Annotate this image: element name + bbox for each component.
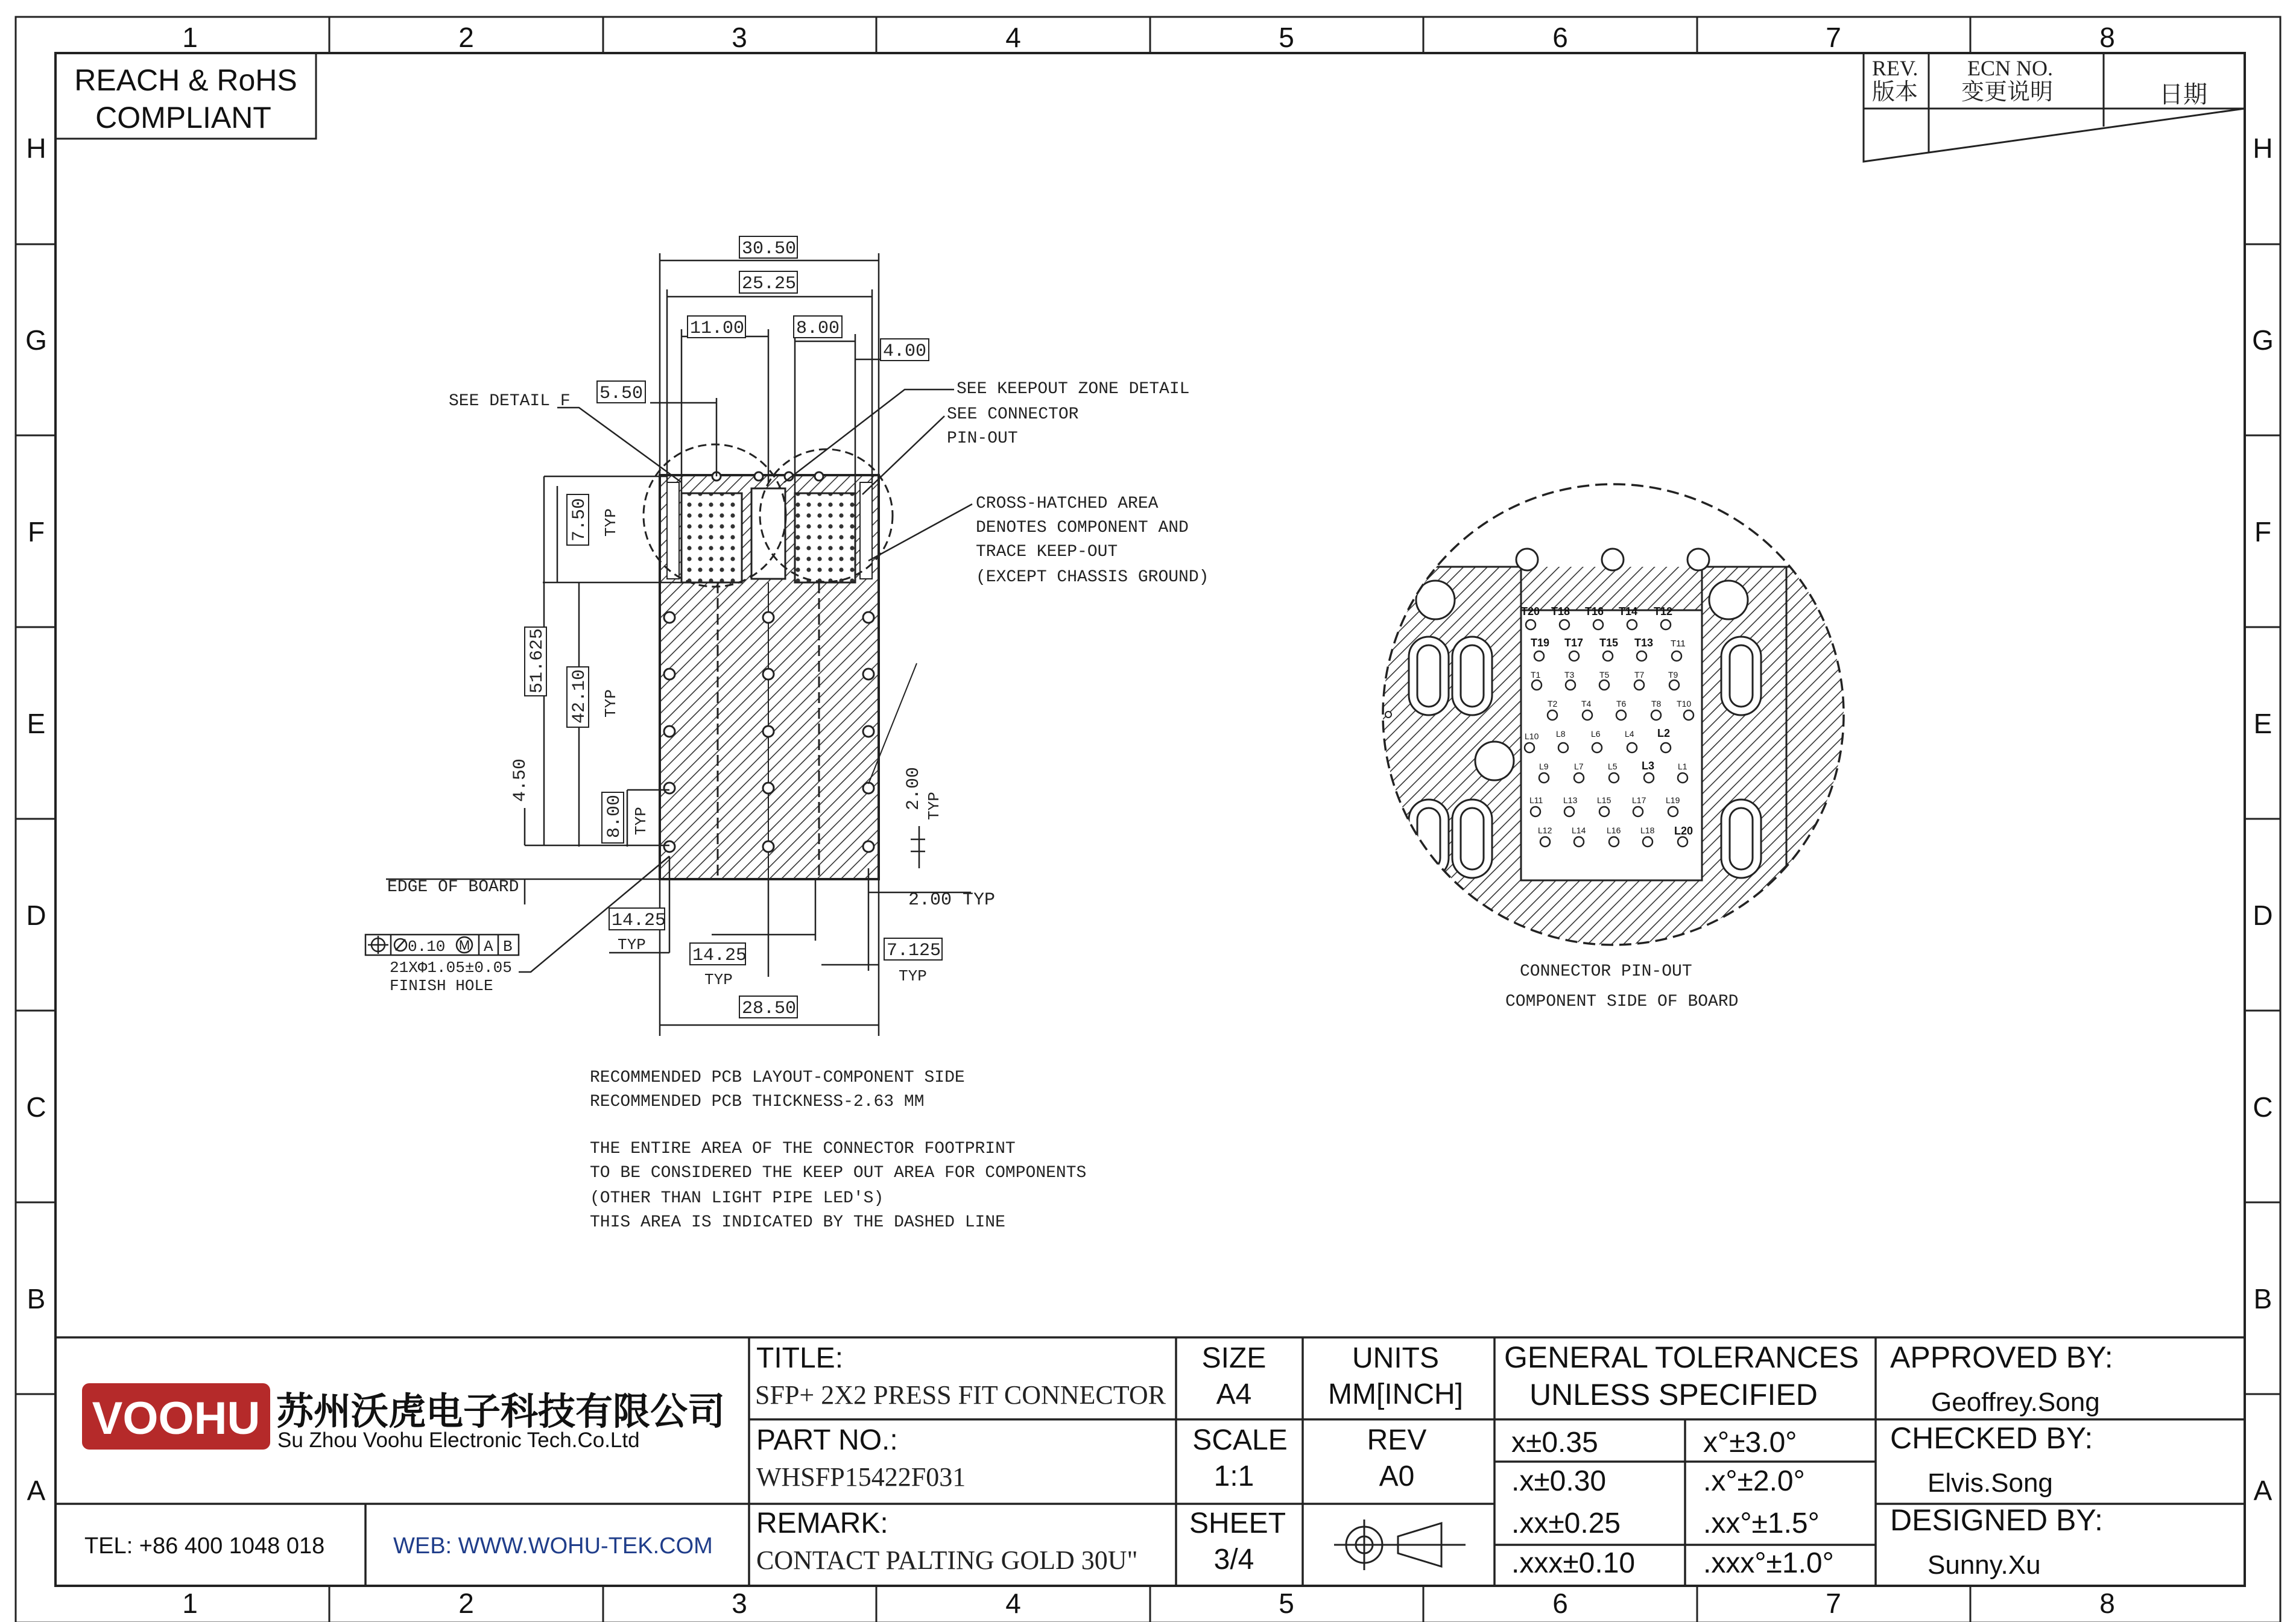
company-name-en: Su Zhou Voohu Electronic Tech.Co.Ltd <box>277 1428 640 1452</box>
company-tel: TEL: +86 400 1048 018 <box>84 1533 325 1559</box>
svg-text:TYP: TYP <box>602 508 620 537</box>
col-label-top: 6 <box>1552 22 1568 53</box>
fcf-datum-a: A <box>484 938 493 956</box>
pin-label: L2 <box>1657 727 1671 739</box>
pin-label: L13 <box>1563 795 1578 805</box>
svg-text:TYP: TYP <box>925 792 943 820</box>
hatch-note-1: CROSS-HATCHED AREA <box>976 494 1159 513</box>
pin-label: T4 <box>1581 699 1592 708</box>
svg-text:5.50: 5.50 <box>599 383 644 404</box>
svg-text:28.50: 28.50 <box>742 999 797 1019</box>
pin-label: L15 <box>1597 795 1611 805</box>
svg-text:14.25: 14.25 <box>612 910 666 931</box>
note-line: RECOMMENDED PCB LAYOUT-COMPONENT SIDE <box>590 1068 965 1087</box>
ecn-label-en: ECN NO. <box>1967 56 2053 80</box>
pin-label: L14 <box>1572 825 1586 835</box>
dim-28-50 <box>739 996 797 1019</box>
col-label-top: 7 <box>1826 22 1841 53</box>
company-name-cn: 苏州沃虎电子科技有限公司 <box>276 1389 726 1433</box>
dim-51-625 <box>525 627 548 696</box>
svg-text:TYP: TYP <box>618 936 646 954</box>
svg-text:8.00: 8.00 <box>796 318 840 339</box>
tolerance-angular: x°±3.0° <box>1703 1427 1797 1459</box>
dim-8-00 <box>794 316 842 339</box>
hatch-note-4: (EXCEPT CHASSIS GROUND) <box>976 568 1209 587</box>
finish-hole: FINISH HOLE <box>390 977 493 995</box>
row-label-left: B <box>27 1283 46 1314</box>
svg-text:TYP: TYP <box>602 689 620 718</box>
tolerance-header-1: GENERAL TOLERANCES <box>1504 1340 1859 1374</box>
pin-label: T6 <box>1616 699 1627 708</box>
svg-text:51.625: 51.625 <box>527 628 548 693</box>
remark-value: CONTACT PALTING GOLD 30U" <box>756 1545 1138 1575</box>
svg-text:7.125: 7.125 <box>887 941 941 961</box>
col-label-top: 4 <box>1005 22 1021 53</box>
drawing-notes <box>590 1068 1086 1232</box>
row-label-left: D <box>26 900 46 931</box>
note-line: (OTHER THAN LIGHT PIPE LED'S) <box>590 1189 884 1208</box>
tolerance-angular: .xxx°±1.0° <box>1703 1547 1834 1579</box>
part-no-value: WHSFP15422F031 <box>756 1462 966 1492</box>
svg-text:30.50: 30.50 <box>742 239 797 259</box>
col-label-bottom: 2 <box>458 1588 474 1619</box>
pin-label: T5 <box>1599 670 1610 680</box>
pinout-caption-2: COMPONENT SIDE OF BOARD <box>1505 992 1739 1011</box>
dim-2-00-typ: 2.00 TYP <box>908 890 996 910</box>
col-label-bottom: 4 <box>1005 1588 1021 1619</box>
row-label-right: C <box>2253 1091 2273 1123</box>
hole-spec: 21XΦ1.05±0.05 <box>390 959 512 977</box>
pin-label: T7 <box>1634 670 1645 680</box>
dim-2-00-vert <box>903 767 943 820</box>
row-label-right: E <box>2253 708 2272 739</box>
size-label: SIZE <box>1201 1342 1267 1374</box>
pin-label: T16 <box>1585 605 1604 617</box>
dim-14-25-mid <box>690 943 747 989</box>
checked-by-value: Elvis.Song <box>1928 1468 2053 1498</box>
pin-label: T20 <box>1521 605 1540 617</box>
svg-text:2.00: 2.00 <box>903 766 924 810</box>
title-block <box>55 1337 2245 1586</box>
pin-label: T18 <box>1551 605 1570 617</box>
tolerance-angular: .x°±2.0° <box>1703 1465 1805 1497</box>
svg-text:TYP: TYP <box>704 971 733 989</box>
revision-block <box>1864 53 2245 162</box>
pin-label: T11 <box>1671 639 1686 649</box>
row-label-left: E <box>27 708 46 739</box>
svg-text:14.25: 14.25 <box>692 945 747 966</box>
title-label: TITLE: <box>756 1342 844 1374</box>
col-label-bottom: 6 <box>1552 1588 1568 1619</box>
pin-label: L6 <box>1591 729 1601 739</box>
pin-label: L10 <box>1525 731 1539 741</box>
svg-text:11.00: 11.00 <box>690 318 745 339</box>
pin-label: L18 <box>1640 825 1655 835</box>
pin-out-label: PIN-OUT <box>947 429 1018 448</box>
company-website[interactable]: WEB: WWW.WOHU-TEK.COM <box>393 1533 713 1559</box>
approved-by-value: Geoffrey.Song <box>1931 1387 2100 1417</box>
pin-label: T10 <box>1677 699 1692 708</box>
row-label-right: F <box>2254 516 2272 548</box>
rev-label-cn: 版本 <box>1872 80 1918 105</box>
dim-5-50 <box>597 381 645 404</box>
fcf-mmc: M <box>458 938 470 953</box>
units-label: UNITS <box>1352 1342 1439 1374</box>
tolerance-angular: .xx°±1.5° <box>1703 1507 1820 1539</box>
checked-by-label: CHECKED BY: <box>1890 1421 2093 1455</box>
row-label-left: G <box>25 324 47 356</box>
col-label-top: 1 <box>182 22 198 53</box>
row-label-left: C <box>26 1091 46 1123</box>
col-label-top: 3 <box>732 22 747 53</box>
svg-text:42.10: 42.10 <box>569 669 590 724</box>
edge-of-board-label: EDGE OF BOARD <box>387 878 519 897</box>
svg-text:TYP: TYP <box>632 807 650 835</box>
dim-4-50 <box>510 759 531 802</box>
tolerance-linear: .xx±0.25 <box>1511 1507 1621 1539</box>
col-label-top: 2 <box>458 22 474 53</box>
scale-label: SCALE <box>1192 1424 1288 1456</box>
col-label-bottom: 3 <box>732 1588 747 1619</box>
compliance-box <box>55 53 316 139</box>
third-angle-projection-icon <box>1334 1519 1466 1570</box>
rev-label-en: REV. <box>1872 56 1918 80</box>
svg-text:8.00: 8.00 <box>604 794 625 838</box>
pin-label: L19 <box>1666 795 1680 805</box>
designed-by-value: Sunny.Xu <box>1928 1550 2041 1580</box>
svg-text:7.50: 7.50 <box>569 497 590 541</box>
hatch-note-2: DENOTES COMPONENT AND <box>976 519 1189 537</box>
tolerance-linear: x±0.35 <box>1511 1427 1598 1459</box>
pin-label: L1 <box>1678 762 1687 771</box>
approved-by-label: APPROVED BY: <box>1890 1340 2113 1374</box>
row-label-right: D <box>2253 900 2273 931</box>
svg-text:TYP: TYP <box>899 967 927 985</box>
pin-label: T14 <box>1619 605 1638 617</box>
component-pad-left <box>682 493 742 582</box>
units-value: MM[INCH] <box>1328 1378 1463 1410</box>
row-label-right: G <box>2252 324 2274 356</box>
pin-label: T12 <box>1654 605 1673 617</box>
remark-label: REMARK: <box>756 1507 888 1539</box>
pin-label: T17 <box>1564 637 1584 649</box>
row-label-right: B <box>2253 1283 2272 1314</box>
col-label-bottom: 1 <box>182 1588 198 1619</box>
rev-value: A0 <box>1379 1460 1415 1492</box>
pin-label: L7 <box>1574 762 1584 771</box>
sheet-label: SHEET <box>1189 1507 1286 1539</box>
row-label-right: H <box>2253 133 2273 164</box>
note-line: THE ENTIRE AREA OF THE CONNECTOR FOOTPRINT <box>590 1140 1016 1158</box>
pin-label: T9 <box>1668 670 1678 680</box>
tolerance-header-2: UNLESS SPECIFIED <box>1529 1378 1818 1412</box>
part-no-label: PART NO.: <box>756 1424 898 1456</box>
pin-label: L20 <box>1674 825 1694 837</box>
rev-label: REV <box>1367 1424 1427 1456</box>
row-label-left: A <box>27 1475 46 1506</box>
pin-label: L9 <box>1539 762 1549 771</box>
dim-14-25-left <box>609 908 666 954</box>
pin-label: T2 <box>1548 699 1558 708</box>
dim-11-00 <box>688 316 745 339</box>
compliance-line2: COMPLIANT <box>95 101 271 134</box>
dim-4-00 <box>881 339 929 362</box>
pin-label: T19 <box>1531 637 1550 649</box>
designed-by-label: DESIGNED BY: <box>1890 1503 2103 1537</box>
dim-25-25 <box>739 271 797 294</box>
row-label-right: A <box>2253 1475 2272 1506</box>
pin-label: L4 <box>1625 729 1634 739</box>
pin-label: T15 <box>1599 637 1619 649</box>
fcf-tolerance: 0.10 <box>408 938 446 956</box>
col-label-bottom: 5 <box>1279 1588 1294 1619</box>
fcf-datum-b: B <box>503 938 513 956</box>
pinout-caption-1: CONNECTOR PIN-OUT <box>1520 962 1692 981</box>
pin-label: L8 <box>1556 729 1566 739</box>
dim-7-50 <box>567 494 620 545</box>
pin-label: L5 <box>1608 762 1618 771</box>
pin-label: L17 <box>1632 795 1646 805</box>
see-detail-f-label: SEE DETAIL F <box>449 392 571 411</box>
dim-30-50 <box>739 236 797 259</box>
ecn-label-cn: 变更说明 <box>1961 80 2054 105</box>
compliance-line1: REACH & RoHS <box>74 63 297 97</box>
pin-label: L12 <box>1538 825 1552 835</box>
pcb-layout-view <box>365 236 1209 1232</box>
svg-text:25.25: 25.25 <box>742 274 797 294</box>
see-connector-label: SEE CONNECTOR <box>947 405 1079 424</box>
col-label-bottom: 7 <box>1826 1588 1841 1619</box>
logo-text: VOOHU <box>92 1393 261 1444</box>
note-line: THIS AREA IS INDICATED BY THE DASHED LINE <box>590 1213 1005 1232</box>
component-pad-right <box>795 493 855 582</box>
tolerance-linear: .xxx±0.10 <box>1511 1547 1636 1579</box>
pin-label: L11 <box>1529 795 1543 805</box>
col-label-top: 5 <box>1279 22 1294 53</box>
pin-label: L3 <box>1642 760 1655 772</box>
dim-42-10 <box>567 667 620 727</box>
row-label-left: F <box>27 516 45 548</box>
tolerance-linear: .x±0.30 <box>1511 1465 1607 1497</box>
pin-label: T13 <box>1634 637 1654 649</box>
sheet-value: 3/4 <box>1213 1544 1254 1576</box>
row-label-left: H <box>26 133 46 164</box>
keepout-detail-label: SEE KEEPOUT ZONE DETAIL <box>957 380 1190 399</box>
col-label-bottom: 8 <box>2099 1588 2115 1619</box>
date-label-cn: 日期 <box>2159 81 2207 108</box>
dim-8-00-vert <box>602 792 650 843</box>
hatch-note-3: TRACE KEEP-OUT <box>976 543 1118 561</box>
size-value: A4 <box>1216 1378 1252 1410</box>
col-label-top: 8 <box>2099 22 2115 53</box>
svg-text:4.00: 4.00 <box>883 341 927 362</box>
svg-text:4.50: 4.50 <box>510 758 531 802</box>
connector-pinout-detail <box>1381 482 1845 1011</box>
note-line: RECOMMENDED PCB THICKNESS-2.63 MM <box>590 1093 925 1111</box>
pin-label: T3 <box>1564 670 1575 680</box>
pin-label: T8 <box>1651 699 1662 708</box>
note-line: TO BE CONSIDERED THE KEEP OUT AREA FOR COMPONENTS <box>590 1164 1087 1182</box>
pin-label: L16 <box>1607 825 1621 835</box>
title-value: SFP+ 2X2 PRESS FIT CONNECTOR <box>755 1380 1166 1410</box>
scale-value: 1:1 <box>1213 1460 1254 1492</box>
pin-label: T1 <box>1531 670 1541 680</box>
dim-7-125 <box>884 938 942 985</box>
company-logo <box>82 1383 270 1450</box>
